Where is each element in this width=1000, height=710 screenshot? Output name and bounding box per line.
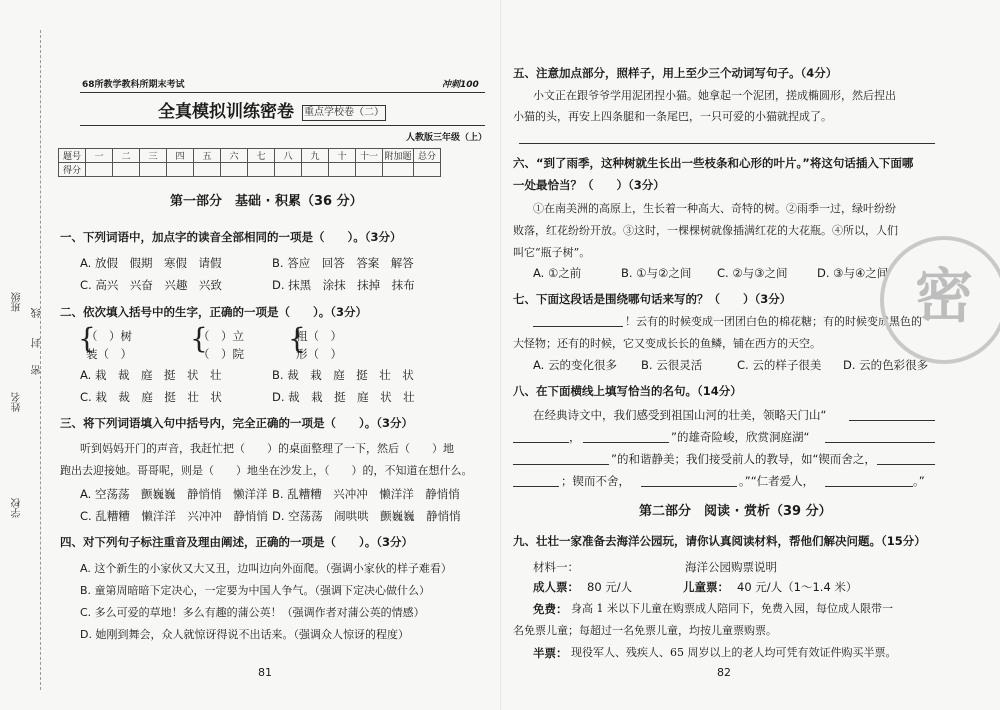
score-cell: 八: [275, 149, 302, 163]
q4-option-c[interactable]: C. 多么可爱的草地！多么有趣的蒲公英！（强调作者对蒲公英的情感）: [80, 606, 425, 619]
q6-option-d[interactable]: D. ③与④之间: [817, 266, 889, 280]
title-rule: [80, 125, 485, 126]
q2-group3-line1: 粗（ ）: [296, 329, 342, 343]
q5-passage-line2: 小猫的头，再安上四条腿和一条尾巴，一只可爱的小猫就捏成了。: [513, 110, 832, 123]
q8-line2-text: ”的雄奇险峻，欣赏洞庭湖“: [671, 430, 810, 444]
q2-option-c[interactable]: C. 栽 裁 庭 挺 壮 状: [80, 390, 222, 404]
seal-mark-mi: 密: [32, 365, 43, 375]
q9-material-label: 材料一：: [533, 560, 579, 574]
score-input-cell[interactable]: [221, 163, 248, 177]
seal-mark-xian: 线: [32, 308, 43, 318]
q7-option-b[interactable]: B. 云很灵活: [641, 358, 703, 372]
score-cell: 总分: [414, 149, 441, 163]
q3-option-b[interactable]: B. 乱糟糟 兴冲冲 懒洋洋 静悄悄: [272, 487, 460, 501]
q2-group1-line1: （ ）树: [86, 329, 132, 343]
score-input-cell[interactable]: [248, 163, 275, 177]
q1-option-a[interactable]: A. 放假 假期 寒假 请假: [80, 256, 222, 270]
q7-option-c[interactable]: C. 云的样子很美: [737, 358, 822, 372]
part1-title: 第一部分 基础 · 积累（36 分）: [170, 194, 363, 209]
score-cell: 一: [86, 149, 113, 163]
q2-stem: 二、依次填入括号中的生字，正确的一项是（ ）。（3分）: [60, 305, 367, 319]
class-label: 班级: [12, 292, 23, 312]
score-cell: 六: [221, 149, 248, 163]
q9-adult-price: 80 元/人: [587, 580, 633, 594]
q8-blank-5b[interactable]: [513, 486, 559, 487]
score-cell: 五: [194, 149, 221, 163]
q8-line4-c: 。”: [913, 474, 925, 488]
q1-option-d[interactable]: D. 抹黑 涂抹 抹掉 抹布: [272, 278, 415, 292]
q7-passage-line2: 大怪物；还有的时候，它又变成长长的鱼鳞，铺在西方的天空。: [513, 337, 821, 350]
q9-child-price: 40 元/人（1～1.4 米）: [737, 580, 858, 594]
q7-option-a[interactable]: A. 云的变化很多: [533, 358, 617, 372]
q2-group2-line2: （ ）院: [198, 347, 244, 361]
q7-stem: 七、下面这段话是围绕哪句话来写的？（ ）（3分）: [513, 292, 792, 306]
score-table-header-row: [59, 149, 441, 163]
q4-option-a[interactable]: A. 这个新生的小家伙又大又丑，边叫边向外面爬。（强调小家伙的样子难看）: [80, 562, 452, 575]
q2-brace-2: {: [190, 322, 208, 355]
q4-option-d[interactable]: D. 她刚到舞会，众人就惊讶得说不出话来。（强调众人惊讶的程度）: [80, 628, 409, 641]
confidential-seal-stamp: 密: [880, 236, 1000, 364]
score-input-cell[interactable]: [383, 163, 414, 177]
q8-stem: 八、在下面横线上填写恰当的名句。（14分）: [513, 384, 742, 398]
score-cell: 附加题: [383, 149, 414, 163]
q1-option-c[interactable]: C. 高兴 兴奋 兴趣 兴致: [80, 278, 222, 292]
page-number-right: 82: [717, 666, 731, 679]
score-cell: 七: [248, 149, 275, 163]
q2-group1-line2: 装（ ）: [86, 347, 132, 361]
binding-margin: [0, 0, 48, 710]
q4-option-b[interactable]: B. 童第周暗暗下定决心，一定要为中国人争气。（强调下定决心做什么）: [80, 584, 431, 597]
binding-dashed-line: [40, 30, 41, 690]
q3-stem: 三、将下列词语填入句中括号内，完全正确的一项是（ ）。（3分）: [60, 416, 413, 430]
q9-half-label: 半票：: [533, 646, 568, 660]
q7-option-d[interactable]: D. 云的色彩很多: [843, 358, 929, 372]
score-input-cell[interactable]: [86, 163, 113, 177]
school-label: 学校: [12, 498, 23, 518]
q6-option-c[interactable]: C. ②与③之间: [717, 266, 788, 280]
name-label: 姓名: [12, 392, 23, 412]
score-input-cell[interactable]: [140, 163, 167, 177]
q8-blank-4[interactable]: [513, 464, 609, 465]
score-table-score-row: [59, 163, 441, 177]
q7-passage-line1: ！云有的时候变成一团团白色的棉花糖；有的时候变成黑色的: [625, 315, 922, 328]
q1-option-b[interactable]: B. 答应 回答 答案 解答: [272, 256, 414, 270]
score-cell: 十: [329, 149, 356, 163]
q8-comma-1: ，: [569, 430, 581, 444]
q6-option-a[interactable]: A. ①之前: [533, 266, 582, 280]
q8-blank-7[interactable]: [825, 486, 913, 487]
q9-free-label: 免费：: [533, 602, 568, 616]
q6-option-b[interactable]: B. ①与②之间: [621, 266, 692, 280]
q9-half-line1: 现役军人、残疾人、65 周岁以上的老人均可凭有效证件购买半票。: [571, 646, 897, 659]
left-page: [50, 0, 495, 710]
q9-material-title: 海洋公园购票说明: [685, 560, 777, 574]
q2-option-a[interactable]: A. 栽 裁 庭 挺 状 壮: [80, 368, 222, 382]
q2-option-b[interactable]: B. 裁 栽 庭 挺 壮 状: [272, 368, 414, 382]
q3-option-c[interactable]: C. 乱糟糟 懒洋洋 兴冲冲 静悄悄: [80, 509, 268, 523]
q3-passage-line2: 跑出去迎接她。哥哥呢，则是（ ）地坐在沙发上，（ ）的，不知道在想什么。: [60, 464, 473, 477]
score-cell: 四: [167, 149, 194, 163]
q2-group3-line2: 形（ ）: [296, 347, 342, 361]
exam-title: 全真模拟训练密卷: [158, 102, 294, 122]
q4-stem: 四、对下列句子标注重音及理由阐述，正确的一项是（ ）。（3分）: [60, 535, 413, 549]
score-input-cell[interactable]: [414, 163, 441, 177]
q3-passage-line1: 听到妈妈开门的声音，我赶忙把（ ）的桌面整理了一下，然后（ ）地: [80, 442, 454, 455]
q8-blank-3[interactable]: [825, 442, 935, 443]
score-input-cell[interactable]: [194, 163, 221, 177]
score-input-cell[interactable]: [302, 163, 329, 177]
right-page: [505, 0, 945, 710]
q8-line3-text: ”的和谐静美；我们接受前人的教导，如“锲而舍之，: [611, 452, 876, 466]
header-rule: [80, 92, 485, 93]
score-cell: 三: [140, 149, 167, 163]
score-table: [58, 148, 441, 177]
q6-passage-line1: ①在南美洲的高原上，生长着一种高大、奇特的树。②雨季一过，绿叶纷纷: [533, 202, 896, 215]
q9-stem: 九、壮壮一家准备去海洋公园玩，请你认真阅读材料，帮他们解决问题。（15分）: [513, 534, 926, 548]
q8-blank-1[interactable]: [849, 420, 935, 421]
q8-blank-5[interactable]: [877, 464, 935, 465]
part2-title: 第二部分 阅读 · 赏析（39 分）: [639, 504, 832, 519]
q5-answer-line[interactable]: [519, 143, 935, 144]
page-fold: [500, 0, 501, 710]
q3-option-d[interactable]: D. 空荡荡 闹哄哄 颤巍巍 静悄悄: [272, 509, 461, 523]
q6-passage-line3: 叫它“瓶子树”。: [513, 246, 591, 259]
q8-blank-6[interactable]: [641, 486, 737, 487]
edition-label: 人教版三年级（上）: [406, 133, 488, 143]
page-number-left: 81: [258, 666, 272, 679]
exam-title-tag: 重点学校卷（二）: [302, 104, 386, 121]
q9-adult-label: 成人票：: [533, 580, 579, 594]
score-cell: 十一: [356, 149, 383, 163]
q9-free-line1: 身高 1 米以下儿童在购票成人陪同下，免费入园，每位成人限带一: [571, 602, 893, 615]
exam-series: 68所教学教科所期末考试: [82, 80, 185, 90]
q8-line1-text: 在经典诗文中，我们感受到祖国山河的壮美，领略天门山“: [533, 408, 827, 422]
q8-line4-a: ；锲而不舍，: [561, 474, 630, 488]
score-input-cell[interactable]: [275, 163, 302, 177]
score-input-cell[interactable]: [329, 163, 356, 177]
q2-group2-line1: （ ）立: [198, 329, 244, 343]
q5-stem: 五、注意加点部分，照样子，用上至少三个动词写句子。（4分）: [513, 66, 838, 80]
q7-blank[interactable]: [533, 326, 623, 327]
score-input-cell[interactable]: [356, 163, 383, 177]
q2-brace-3: {: [288, 322, 306, 355]
q2-brace-1: {: [78, 322, 96, 355]
q8-line4-b: 。”“仁者爱人，: [739, 474, 815, 488]
q9-child-label: 儿童票：: [683, 580, 729, 594]
score-cell: 得分: [59, 163, 86, 177]
score-cell: 九: [302, 149, 329, 163]
q6-stem-line1: 六、“到了雨季，这种树就生长出一些枝条和心形的叶片。”将这句话插入下面哪: [513, 156, 914, 170]
q8-blank-1b[interactable]: [513, 442, 569, 443]
score-input-cell[interactable]: [167, 163, 194, 177]
q9-free-line2: 名免票儿童；每超过一名免票儿童，均按儿童票购票。: [513, 624, 777, 637]
q2-option-d[interactable]: D. 裁 栽 挺 庭 状 壮: [272, 390, 415, 404]
brand-logo: 冲刺100: [442, 80, 479, 90]
q8-blank-2[interactable]: [583, 442, 669, 443]
score-input-cell[interactable]: [113, 163, 140, 177]
q6-stem-line2: 一处最恰当？（ ）（3分）: [513, 178, 665, 192]
score-cell: 题号: [59, 149, 86, 163]
q6-passage-line2: 败落，红花纷纷开放。③这时，一棵棵树就像插满红花的大花瓶。④所以，人们: [513, 224, 898, 237]
seal-mark-feng: 封: [32, 338, 43, 348]
q3-option-a[interactable]: A. 空荡荡 颤巍巍 静悄悄 懒洋洋: [80, 487, 268, 501]
score-cell: 二: [113, 149, 140, 163]
q1-stem: 一、下列词语中，加点字的读音全部相同的一项是（ ）。（3分）: [60, 230, 402, 244]
q5-passage-line1: 小文正在跟爷爷学用泥团捏小猫。她拿起一个泥团，搓成椭圆形，然后捏出: [533, 89, 896, 102]
